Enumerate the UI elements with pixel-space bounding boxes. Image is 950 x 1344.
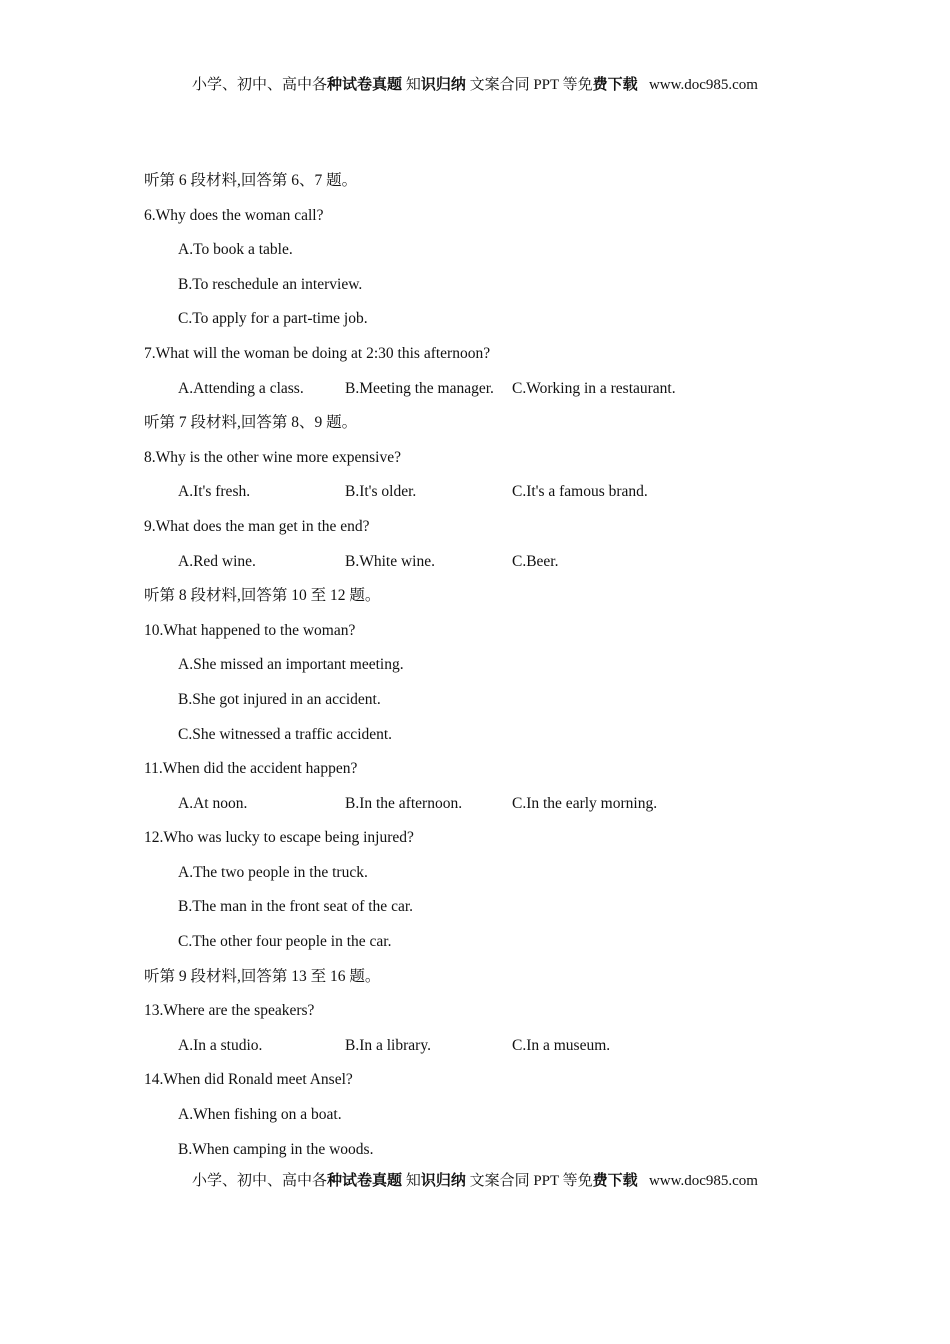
q13-option-b: B.In a library.	[345, 1036, 431, 1054]
q13-option-c: C.In a museum.	[512, 1036, 611, 1054]
footer-bold-3: 费下载	[592, 1173, 638, 1189]
question-8: 8.Why is the other wine more expensive?	[144, 448, 401, 466]
section-9-instruction: 听第 9 段材料,回答第 13 至 16 题。	[144, 967, 381, 985]
footer-bold-1: 种试卷真题	[327, 1173, 403, 1189]
section-8-instruction: 听第 8 段材料,回答第 10 至 12 题。	[144, 587, 381, 605]
q8-option-b: B.It's older.	[345, 483, 417, 501]
q12-option-a: A.The two people in the truck.	[178, 863, 368, 881]
section-6-instruction: 听第 6 段材料,回答第 6、7 题。	[144, 172, 358, 189]
q7-option-a: A.Attending a class.	[178, 379, 304, 397]
question-11: 11.When did the accident happen?	[144, 760, 358, 778]
header-site-link[interactable]: www.doc985.com	[637, 77, 758, 93]
question-13: 13.Where are the speakers?	[144, 1002, 315, 1020]
q9-option-b: B.White wine.	[345, 552, 435, 570]
q13-options	[144, 1037, 864, 1072]
page-header	[0, 73, 950, 94]
q9-option-c: C.Beer.	[512, 552, 559, 570]
q11-options	[144, 795, 864, 830]
header-bold-1: 种试卷真题	[327, 77, 403, 93]
header-bold-2: 识归纳	[420, 77, 466, 93]
q6-option-c: C.To apply for a part-time job.	[178, 310, 368, 328]
header-bold-3: 费下载	[592, 77, 638, 93]
exam-content	[144, 172, 864, 1175]
q8-options	[144, 483, 864, 518]
question-10: 10.What happened to the woman?	[144, 621, 356, 639]
question-12: 12.Who was lucky to escape being injured?	[144, 829, 414, 847]
header-mid-2: 文案合同 PPT 等免	[465, 77, 593, 93]
q12-option-c: C.The other four people in the car.	[178, 933, 392, 951]
q14-option-b: B.When camping in the woods.	[178, 1140, 374, 1158]
q10-option-b: B.She got injured in an accident.	[178, 690, 381, 708]
q7-option-b: B.Meeting the manager.	[345, 379, 494, 397]
footer-mid-2: 文案合同 PPT 等免	[465, 1173, 593, 1189]
q9-option-a: A.Red wine.	[178, 552, 256, 570]
footer-bold-2: 识归纳	[420, 1173, 466, 1189]
footer-mid-1: 知	[402, 1173, 421, 1189]
section-7-instruction: 听第 7 段材料,回答第 8、9 题。	[144, 414, 358, 432]
footer-prefix: 小学、初中、高中各	[192, 1173, 328, 1189]
q11-option-a: A.At noon.	[178, 794, 248, 812]
q14-option-a: A.When fishing on a boat.	[178, 1106, 342, 1124]
q11-option-b: B.In the afternoon.	[345, 794, 463, 812]
q7-option-c: C.Working in a restaurant.	[512, 379, 676, 397]
q13-option-a: A.In a studio.	[178, 1036, 263, 1054]
q10-option-c: C.She witnessed a traffic accident.	[178, 725, 393, 743]
q6-option-b: B.To reschedule an interview.	[178, 275, 363, 293]
q9-options	[144, 553, 864, 588]
q11-option-c: C.In the early morning.	[512, 794, 658, 812]
question-7: 7.What will the woman be doing at 2:30 this afternoon?	[144, 344, 491, 362]
header-mid-1: 知	[402, 77, 421, 93]
q6-option-a: A.To book a table.	[178, 241, 293, 259]
question-6: 6.Why does the woman call?	[144, 206, 324, 224]
question-9: 9.What does the man get in the end?	[144, 517, 370, 535]
q8-option-c: C.It's a famous brand.	[512, 483, 648, 501]
page-footer	[0, 1169, 950, 1190]
q10-option-a: A.She missed an important meeting.	[178, 656, 404, 674]
q7-options	[144, 380, 864, 415]
footer-site-link[interactable]: www.doc985.com	[637, 1173, 758, 1189]
question-14: 14.When did Ronald meet Ansel?	[144, 1071, 353, 1089]
q12-option-b: B.The man in the front seat of the car.	[178, 898, 414, 916]
q8-option-a: A.It's fresh.	[178, 483, 251, 501]
header-prefix: 小学、初中、高中各	[192, 77, 328, 93]
